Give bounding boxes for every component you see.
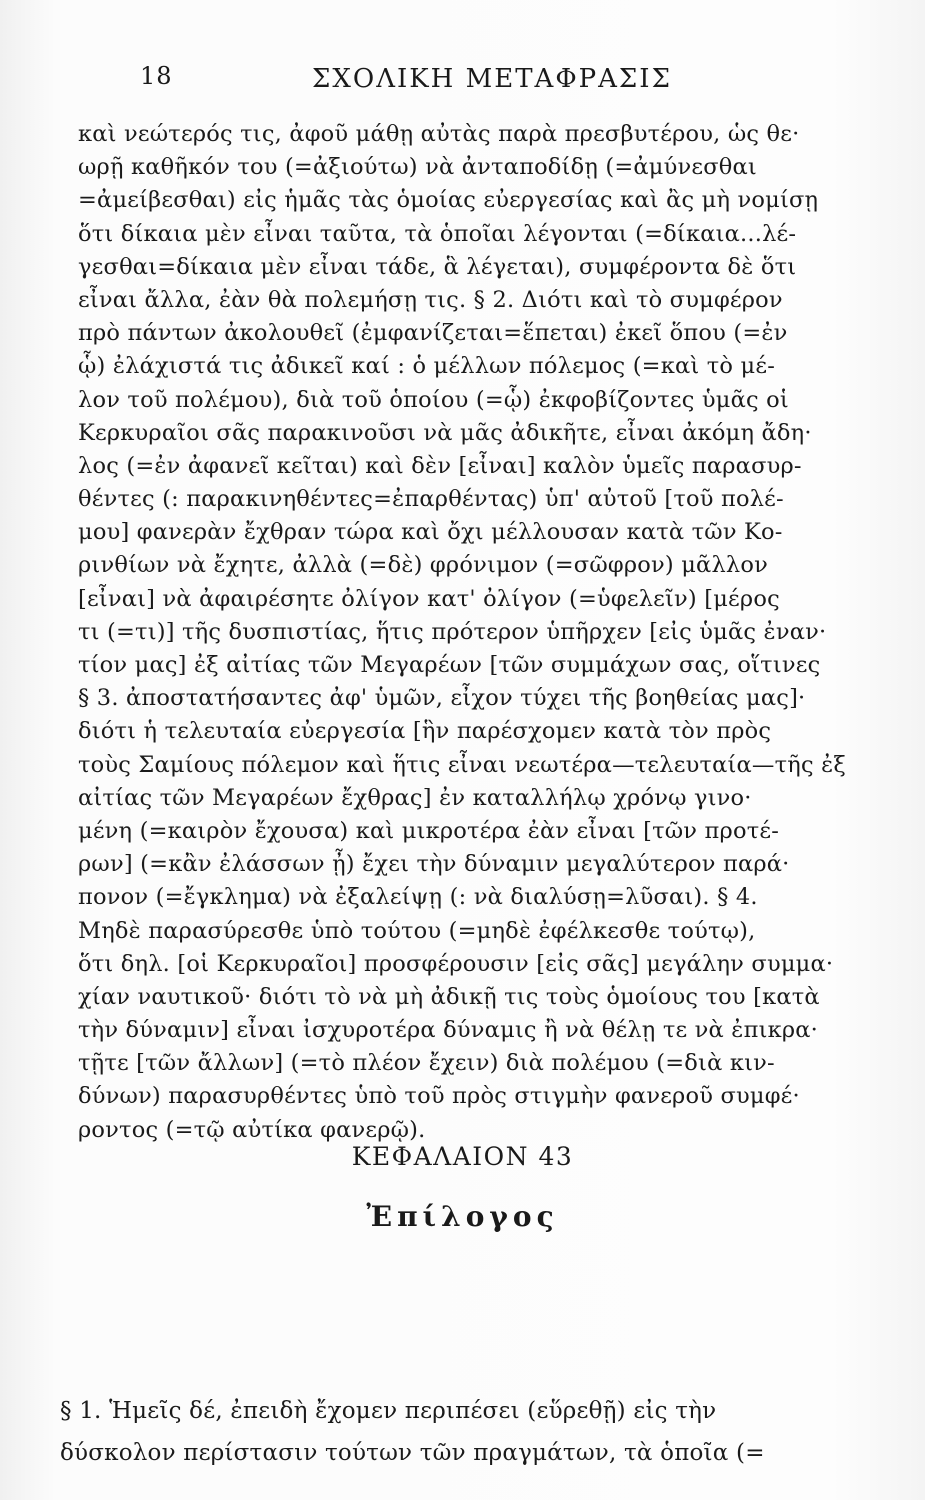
text-line: δύνων) παρασυρθέντες ὑπὸ τοῦ πρὸς στιγμὴν φανεροῦ συμφέ· [78,1083,800,1110]
text-line: =ἀμείβεσθαι) εἰς ἡμᾶς τὰς ὁμοίας εὐεργεσίας καὶ ἂς μὴ νομίσῃ [78,187,819,214]
text-line: ὅτι δηλ. [οἱ Κερκυραῖοι] προσφέρουσιν [εἰς σᾶς] μεγάλην συμμα· [78,950,834,977]
text-line: ὅτι δίκαια μὲν εἶναι ταῦτα, τὰ ὁποῖαι λέγονται (=δίκαια...λέ- [78,220,797,247]
page-number: 18 [140,62,173,90]
text-line: ᾧ) ἐλάχιστά τις ἀδικεῖ καί : ὁ μέλλων πόλεμος (=καὶ τὸ μέ- [78,353,775,380]
text-line: διότι ἡ τελευταία εὐεργεσία [ἣν παρέσχομεν κατὰ τὸν πρὸς [78,718,772,745]
text-line: τῇτε [τῶν ἄλλων] (=τὸ πλέον ἔχειν) διὰ πολέμου (=διὰ κιν- [78,1050,775,1077]
text-line: λον τοῦ πολέμου), διὰ τοῦ ὁποίου (=ᾧ) ἐκφοβίζοντες ὑμᾶς οἱ [78,386,789,413]
text-line: τοὺς Σαμίους πόλεμον καὶ ἥτις εἶναι νεωτέρα—τελευταία—τῆς ἐξ [78,751,846,778]
text-line: ωρῇ καθῆκόν του (=ἀξιούτω) νὰ ἀνταποδίδῃ (=ἀμύνεσθαι [78,154,757,181]
chapter-subtitle: Ἐπίλογος [366,1200,559,1233]
text-line: λος (=ἐν ἀφανεῖ κεῖται) καὶ δὲν [εἶναι] καλὸν ὑμεῖς παρασυρ- [78,452,802,479]
text-line: ρων] (=κἂν ἐλάσσων ᾖ) ἔχει τὴν δύναμιν μεγαλύτερον παρά· [78,851,790,878]
text-line: μου] φανερὰν ἔχθραν τώρα καὶ ὄχι μέλλουσαν κατὰ τῶν Κο- [78,519,783,546]
text-line: γεσθαι=δίκαια μὲν εἶναι τάδε, ἃ λέγεται), συμφέροντα δὲ ὅτι [78,253,797,280]
text-line: χίαν ναυτικοῦ· διότι τὸ νὰ μὴ ἀδικῇ τις τοὺς ὁμοίους του [κατὰ [78,983,820,1010]
chapter-heading: ΚΕΦΑΛΑΙΟΝ 43 [351,1142,574,1171]
text-line: Κερκυραῖοι σᾶς παρακινοῦσι νὰ μᾶς ἀδικῆτε, εἶναι ἀκόμη ἄδη· [78,419,812,446]
body-text [78,118,860,1147]
running-header [140,62,840,102]
text-line: τὴν δύναμιν] εἶναι ἰσχυροτέρα δύναμις ἢ νὰ θέλῃ τε νὰ ἐπικρα· [78,1017,819,1044]
text-line: § 1. Ἡμεῖς δέ, ἐπειδὴ ἔχομεν περιπέσει (εὕρεθῇ) εἰς τὴν [60,1398,717,1424]
text-line: τι (=τι)] τῆς δυσπιστίας, ἥτις πρότερον ὑπῆρχεν [εἰς ὑμᾶς ἐναν· [78,618,827,645]
text-line: δύσκολον περίστασιν τούτων τῶν πραγμάτων, τὰ ὁποῖα (= [60,1440,765,1466]
text-line: πρὸ πάντων ἀκολουθεῖ (ἐμφανίζεται=ἕπεται) ἐκεῖ ὅπου (=ἐν [78,320,788,347]
text-line: μένη (=καιρὸν ἔχουσα) καὶ μικροτέρα ἐὰν εἶναι [τῶν προτέ- [78,817,780,844]
text-line: ροντος (=τῷ αὐτίκα φανερῷ). [78,1116,426,1143]
text-line: Μηδὲ παρασύρεσθε ὑπὸ τούτου (=μηδὲ ἐφέλκεσθε τούτῳ), [78,917,756,944]
text-line: [εἶναι] νὰ ἀφαιρέσητε ὀλίγον κατ' ὀλίγον (=ὑφελεῖν) [μέρος [78,585,780,612]
chapter-opening-text [60,1390,870,1474]
text-line: τίον μας] ἐξ αἰτίας τῶν Μεγαρέων [τῶν συμμάχων σας, οἵτινες [78,652,821,678]
text-line: καὶ νεώτερός τις, ἀφοῦ μάθῃ αὐτὰς παρὰ πρεσβυτέρου, ὡς θε· [78,121,800,147]
text-line: εἶναι ἄλλα, ἐὰν θὰ πολεμήσῃ τις. § 2. Διότι καὶ τὸ συμφέρον [78,286,783,313]
text-line: § 3. ἀποστατήσαντες ἀφ' ὑμῶν, εἶχον τύχει τῆς βοηθείας μας]· [78,685,806,712]
text-line: αἰτίας τῶν Μεγαρέων ἔχθρας] ἐν καταλλήλῳ χρόνῳ γινο· [78,784,752,811]
text-line: πονον (=ἔγκλημα) νὰ ἐξαλείψῃ (: νὰ διαλύσῃ=λῦσαι). § 4. [78,884,758,911]
text-line: θέντες (: παρακινηθέντες=ἐπαρθέντας) ὑπ' αὐτοῦ [τοῦ πολέ- [78,486,784,513]
running-title: ΣΧΟΛΙΚΗ ΜΕΤΑΦΡΑΣΙΣ [312,64,672,94]
text-line: ρινθίων νὰ ἔχητε, ἀλλὰ (=δὲ) φρόνιμον (=σῶφρον) μᾶλλον [78,552,768,579]
